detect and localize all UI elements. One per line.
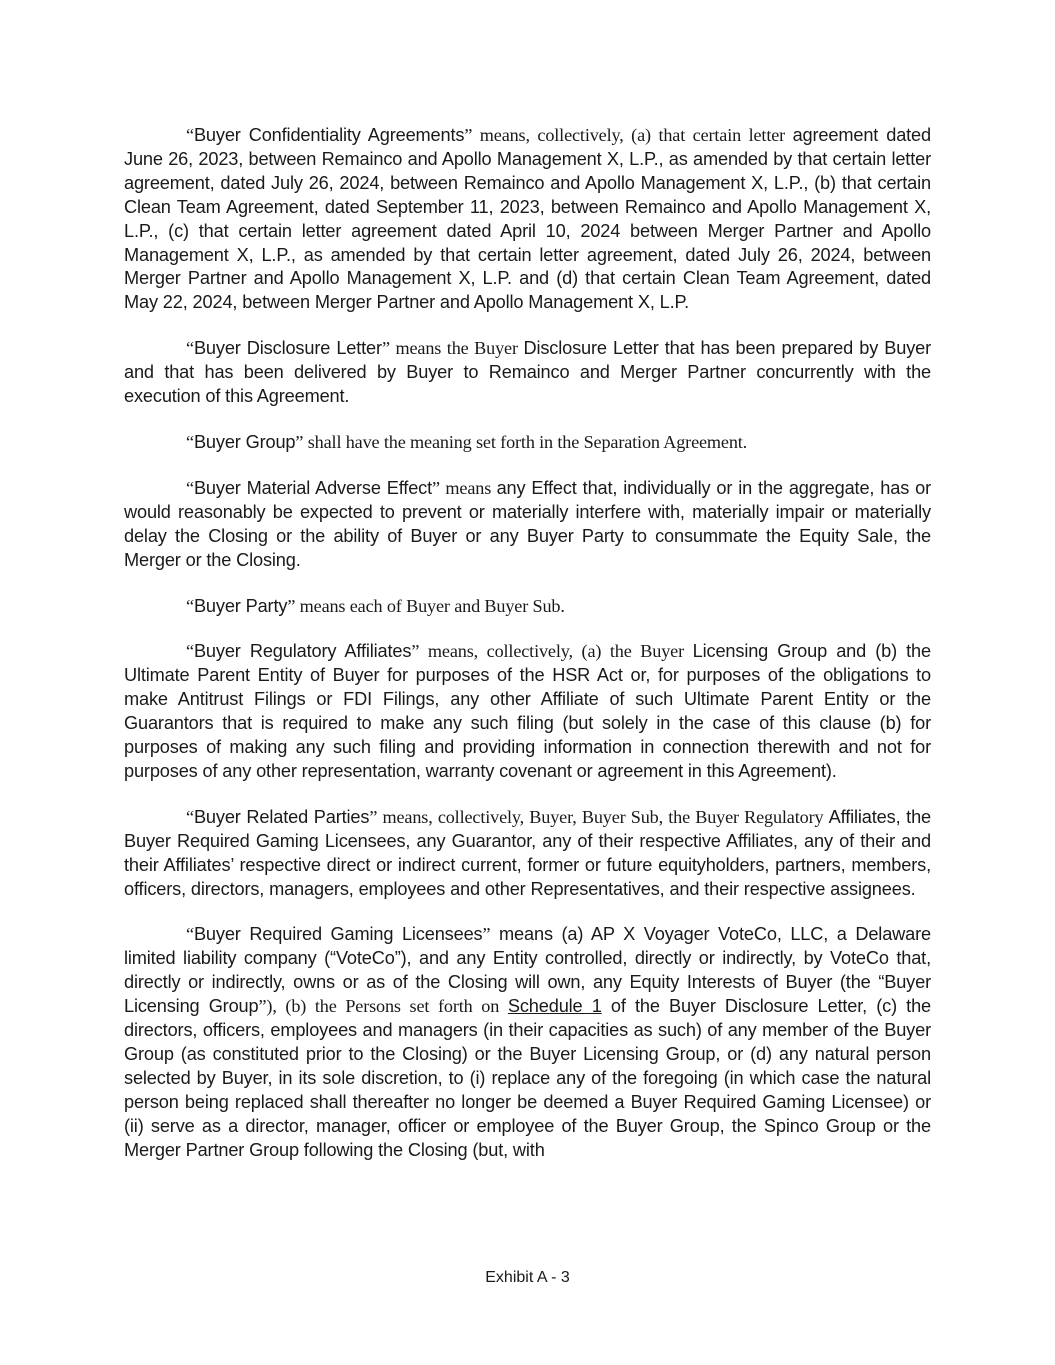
close-quote: ” <box>369 806 378 827</box>
close-quote: ” <box>295 431 304 452</box>
definition-lead: shall have the meaning set forth in the Separation Agreement. <box>303 431 748 452</box>
open-quote: “ <box>186 477 194 498</box>
definition-buyer-disclosure-letter <box>124 337 931 409</box>
definition-lead: means the Buyer <box>389 338 524 359</box>
close-quote: ” <box>482 924 491 945</box>
definition-buyer-group <box>124 431 931 455</box>
definition-lead: means <box>439 477 497 498</box>
open-quote: “ <box>186 338 194 359</box>
definition-lead: means, collectively, (a) that certain letter <box>472 125 793 145</box>
open-quote: “ <box>186 806 194 827</box>
definition-text: any Effect that, individually or in the aggregate, has or would reasonably be expected to prevent or materially interfere with, materially impair or materially delay the Closing or the ability of Buyer or any Buyer Party to consummate the Equity Sale, the Merger or the Closing. <box>124 477 931 570</box>
defined-term: Buyer Regulatory Affiliates <box>193 641 412 662</box>
definition-text-part-3: of the Buyer Disclosure Letter, (c) the directors, officers, employees and managers (in their capacities as such) of any member of the Buyer Group (as constituted prior to the Closing) or the Buyer Licensing Group, or (d) any natural person selected by Buyer, in its sole discretion, to (i) replace any of the foregoing (in which case the natural person being replaced shall thereafter no longer be deemed a Buyer Required Gaming Licensee) or (ii) serve as a director, manager, officer or employee of the Buyer Group, the Spinco Group or the Merger Partner Group following the Closing (but, with <box>124 996 932 1160</box>
definition-buyer-party <box>124 595 931 619</box>
definition-buyer-regulatory-affiliates <box>124 640 931 783</box>
defined-term: Buyer Party <box>193 595 288 616</box>
open-quote: “ <box>186 924 194 945</box>
definition-lead: means each of Buyer and Buyer Sub. <box>295 595 565 616</box>
defined-term: Buyer Confidentiality Agreements <box>193 125 465 145</box>
definition-text: Disclosure Letter that has been prepared by Buyer and that has been delivered by Buyer to Remainco and Merger Partner concurrently with the execution of this Agreement. <box>124 338 932 407</box>
definition-text-part-1: means (a) AP X Voyager VoteCo, LLC, a Delaware limited liability company (“VoteCo”), and any Entity controlled, directly or indirectly, by VoteCo that, directly or indirectly, owns or as of the Closing will own, any Equity Interests of Buyer (the “ <box>124 924 931 993</box>
defined-term: Buyer Group <box>193 431 296 452</box>
open-quote: “ <box>186 595 194 616</box>
close-quote: ” <box>411 641 420 662</box>
definition-buyer-confidentiality-agreements <box>124 124 931 315</box>
open-quote: “ <box>186 431 194 452</box>
close-quote: ” <box>464 125 473 145</box>
document-page <box>124 124 931 1185</box>
definition-lead: means, collectively, Buyer, Buyer Sub, the Buyer Regulatory <box>377 806 829 827</box>
open-quote: “ <box>186 125 194 145</box>
definition-text: agreement dated June 26, 2023, between Remainco and Apollo Management X, L.P., as amended by that certain letter agreement, dated July 26, 2024, between Remainco and Apollo Management X, L.P., (b) that certain Clean Team Agreement, dated September 11, 2023, between Remainco and Apollo Management X, L.P., (c) that certain letter agreement dated April 10, 2024 between Merger Partner and Apollo Management X, L.P., as amended by that certain letter agreement, dated July 26, 2024, between Merger Partner and Apollo Management X, L.P. and (d) that certain Clean Team Agreement, dated May 22, 2024, between Merger Partner and Apollo Management X, L.P. <box>124 125 931 313</box>
definition-lead: means, collectively, (a) the Buyer <box>419 641 693 662</box>
schedule-reference: Schedule 1 <box>507 996 602 1017</box>
close-quote: ” <box>287 595 296 616</box>
definition-buyer-related-parties <box>124 806 931 902</box>
definition-buyer-material-adverse-effect <box>124 477 931 573</box>
defined-term: Buyer Material Adverse Effect <box>193 477 433 498</box>
defined-term: Buyer Related Parties <box>193 806 370 827</box>
definition-buyer-required-gaming-licensees <box>124 923 931 1162</box>
definition-text-part-2: ”), (b) the Persons set forth on <box>258 996 508 1017</box>
close-quote: ” <box>432 477 440 498</box>
close-quote: ” <box>381 338 390 359</box>
page-footer: Exhibit A - 3 <box>485 1269 570 1286</box>
defined-term-inline: Buyer Licensing Group <box>124 972 931 1017</box>
definition-text: Affiliates, the Buyer Required Gaming Licensees, any Guarantor, any of their respective Affiliates, any of their and their Affiliates’ respective direct or indirect current, former or future equityholders, partners, members, officers, directors, managers, employees and other Representatives, and their respective assignees. <box>124 806 932 899</box>
defined-term: Buyer Required Gaming Licensees <box>193 924 483 945</box>
defined-term: Buyer Disclosure Letter <box>193 338 382 359</box>
open-quote: “ <box>186 641 194 662</box>
definition-text: Licensing Group and (b) the Ultimate Parent Entity of Buyer for purposes of the HSR Act or, for purposes of the obligations to make Antitrust Filings or FDI Filings, any other Affiliate of such Ultimate Parent Entity or the Guarantors that is required to make any such filing (but solely in the case of this clause (b) for purposes of making any such filing and providing information in connection therewith and not for purposes of any other representation, warranty covenant or agreement in this Agreement). <box>124 641 931 781</box>
